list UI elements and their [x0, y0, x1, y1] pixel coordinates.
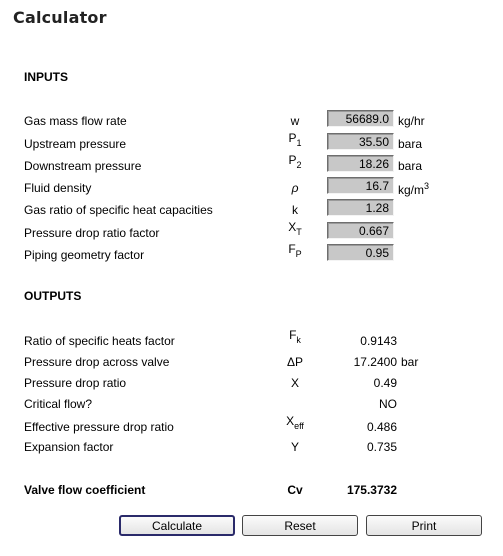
- result-row-valve-flow-coefficient: [0, 479, 503, 501]
- result-symbol: Cv: [287, 483, 303, 497]
- output-value: NO: [379, 397, 397, 411]
- result-value: 175.3732: [346, 483, 397, 497]
- input-unit: bara: [398, 137, 423, 151]
- output-value: 17.2400: [353, 355, 397, 369]
- downstream-pressure-field[interactable]: 18.26: [327, 155, 394, 172]
- output-value: 0.9143: [360, 334, 397, 348]
- output-symbol: X: [290, 376, 299, 390]
- output-value: 0.486: [366, 420, 397, 434]
- input-label: Fluid density: [24, 181, 92, 195]
- output-label: Critical flow?: [24, 397, 93, 411]
- fluid-density-field[interactable]: 16.7: [327, 177, 394, 194]
- output-row-pressure-drop-ratio: [0, 372, 503, 394]
- inputs-heading: INPUTS: [24, 70, 69, 84]
- output-row-critical-flow: [0, 393, 503, 415]
- input-symbol: $X_T$: [288, 220, 302, 237]
- output-label: Pressure drop across valve: [24, 355, 170, 369]
- input-label: Gas ratio of specific heat capacities: [24, 203, 213, 217]
- input-label: Gas mass flow rate: [24, 114, 127, 128]
- input-row-piping-geometry-factor: [0, 244, 503, 266]
- output-row-effective-pressure-drop-ratio: [0, 416, 503, 438]
- print-button[interactable]: Print: [366, 515, 482, 536]
- output-label: Pressure drop ratio: [24, 376, 127, 390]
- input-label: Upstream pressure: [24, 137, 127, 151]
- input-unit: kg/hr: [398, 114, 425, 128]
- input-row-gas-mass-flow: [0, 110, 503, 132]
- app-title: Calculator: [13, 8, 107, 27]
- output-label: Expansion factor: [24, 440, 114, 454]
- pressure-drop-ratio-factor-field[interactable]: 0.667: [327, 222, 394, 239]
- input-symbol: $P_1$: [288, 131, 302, 148]
- input-row-specific-heat-ratio: [0, 199, 503, 221]
- gas-mass-flow-field[interactable]: 56689.0: [327, 110, 394, 127]
- input-label: Pressure drop ratio factor: [24, 226, 160, 240]
- output-symbol: Y: [290, 440, 299, 454]
- input-row-downstream-pressure: [0, 155, 503, 177]
- output-symbol: ΔP: [286, 355, 304, 369]
- output-unit: bar: [401, 355, 419, 369]
- input-unit: bara: [398, 159, 423, 173]
- output-label: Ratio of specific heats factor: [24, 334, 175, 348]
- input-row-pressure-drop-ratio-factor: [0, 222, 503, 244]
- input-label: Piping geometry factor: [24, 248, 145, 262]
- result-label: Valve flow coefficient: [24, 483, 146, 497]
- outputs-heading: OUTPUTS: [24, 289, 82, 303]
- input-row-upstream-pressure: [0, 133, 503, 155]
- input-symbol: $P_2$: [288, 153, 302, 170]
- input-row-fluid-density: [0, 177, 503, 199]
- input-symbol: ρ: [291, 181, 299, 195]
- specific-heat-ratio-field[interactable]: 1.28: [327, 199, 394, 216]
- output-row-pressure-drop: [0, 351, 503, 373]
- upstream-pressure-field[interactable]: 35.50: [327, 133, 394, 150]
- output-label: Effective pressure drop ratio: [24, 420, 174, 434]
- input-unit: $kg/m^3$: [398, 181, 430, 197]
- reset-button[interactable]: Reset: [242, 515, 358, 536]
- output-symbol: $X_{eff}$: [286, 414, 304, 431]
- calculate-button[interactable]: Calculate: [119, 515, 235, 536]
- output-symbol: $F_k$: [289, 328, 301, 345]
- input-symbol: $F_P$: [288, 242, 302, 259]
- piping-geometry-factor-field[interactable]: 0.95: [327, 244, 394, 261]
- input-label: Downstream pressure: [24, 159, 142, 173]
- input-symbol: k: [292, 203, 298, 217]
- output-row-expansion-factor: [0, 436, 503, 458]
- output-value: 0.735: [366, 440, 397, 454]
- output-value: 0.49: [373, 376, 397, 390]
- input-symbol: w: [290, 114, 300, 128]
- output-row-specific-heats-factor: [0, 330, 503, 352]
